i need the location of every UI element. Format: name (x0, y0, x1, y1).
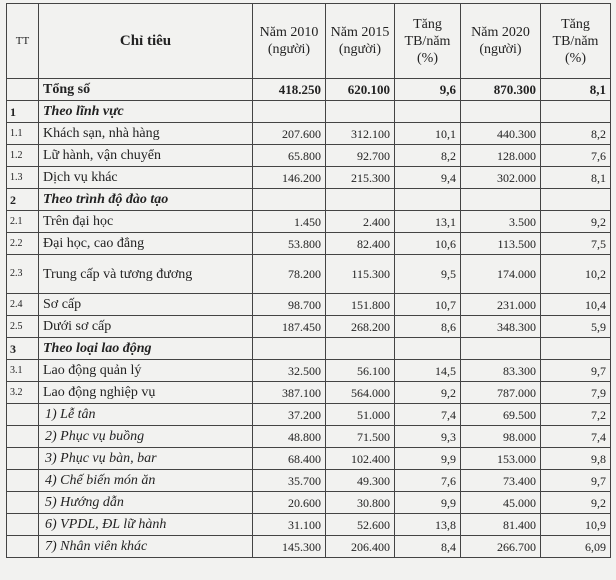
cell-growth-2: 10,4 (541, 294, 611, 316)
cell-value-2010: 20.600 (253, 492, 326, 514)
table-row (7, 426, 611, 448)
cell-value-2020: 231.000 (461, 294, 541, 316)
cell-value-2010: 53.800 (253, 233, 326, 255)
cell-value-2010: 31.100 (253, 514, 326, 536)
cell-tt: 3.1 (7, 360, 39, 382)
header-growth-2015-2020: Tăng TB/năm (%) (541, 4, 611, 79)
cell-value-2020: 3.500 (461, 211, 541, 233)
cell-value-2010 (253, 101, 326, 123)
cell-growth-1: 13,1 (395, 211, 461, 233)
cell-tt: 1 (7, 101, 39, 123)
cell-value-2010: 145.300 (253, 536, 326, 558)
cell-tt (7, 404, 39, 426)
cell-label: 1) Lễ tân (39, 404, 253, 426)
cell-label: Dưới sơ cấp (39, 316, 253, 338)
table-row (7, 382, 611, 404)
cell-growth-2 (541, 101, 611, 123)
header-growth-2010-2015: Tăng TB/năm (%) (395, 4, 461, 79)
cell-growth-1: 9,9 (395, 492, 461, 514)
total-row (7, 79, 611, 101)
cell-growth-2: 10,9 (541, 514, 611, 536)
cell-value-2015: 92.700 (326, 145, 395, 167)
cell-value-2010: 78.200 (253, 255, 326, 294)
table-row (7, 211, 611, 233)
cell-value-2010: 32.500 (253, 360, 326, 382)
cell-growth-1: 9,9 (395, 448, 461, 470)
cell-tt (7, 426, 39, 448)
header-year-2020: Năm 2020 (người) (461, 4, 541, 79)
cell-growth-2: 7,6 (541, 145, 611, 167)
cell-value-2020: 348.300 (461, 316, 541, 338)
cell-value-2020: 440.300 (461, 123, 541, 145)
cell-value-2020: 266.700 (461, 536, 541, 558)
header-chi-tieu: Chỉ tiêu (39, 4, 253, 79)
cell-growth-1: 9,4 (395, 167, 461, 189)
cell-value-2020 (461, 338, 541, 360)
cell-value-2015: 268.200 (326, 316, 395, 338)
cell-tt: 1.1 (7, 123, 39, 145)
cell-value-2010: 65.800 (253, 145, 326, 167)
cell-value-2015: 49.300 (326, 470, 395, 492)
cell-value-2020 (461, 189, 541, 211)
cell-value-2015: 52.600 (326, 514, 395, 536)
cell-label: Lao động nghiệp vụ (39, 382, 253, 404)
section-row (7, 338, 611, 360)
cell-label: Trung cấp và tương đương (39, 255, 253, 294)
cell-value-2010: 98.700 (253, 294, 326, 316)
cell-label: Dịch vụ khác (39, 167, 253, 189)
cell-growth-2: 8,1 (541, 167, 611, 189)
cell-growth-1 (395, 101, 461, 123)
cell-growth-1: 7,6 (395, 470, 461, 492)
cell-label: 3) Phục vụ bàn, bar (39, 448, 253, 470)
cell-growth-2: 9,8 (541, 448, 611, 470)
cell-value-2020: 302.000 (461, 167, 541, 189)
cell-value-2015: 30.800 (326, 492, 395, 514)
cell-tt (7, 514, 39, 536)
cell-growth-2: 5,9 (541, 316, 611, 338)
cell-value-2015: 56.100 (326, 360, 395, 382)
cell-label: 4) Chế biến món ăn (39, 470, 253, 492)
cell-tt: 2 (7, 189, 39, 211)
cell-tt: 2.5 (7, 316, 39, 338)
cell-value-2020: 81.400 (461, 514, 541, 536)
table-row (7, 448, 611, 470)
cell-growth-1: 10,1 (395, 123, 461, 145)
cell-growth-2: 9,7 (541, 470, 611, 492)
cell-tt: 2.2 (7, 233, 39, 255)
cell-value-2015: 51.000 (326, 404, 395, 426)
cell-tt (7, 79, 39, 101)
cell-growth-1: 8,6 (395, 316, 461, 338)
cell-value-2015 (326, 189, 395, 211)
cell-value-2020: 83.300 (461, 360, 541, 382)
cell-label: Trên đại học (39, 211, 253, 233)
cell-growth-1: 9,3 (395, 426, 461, 448)
cell-label: Theo lĩnh vực (39, 101, 253, 123)
cell-label: Lao động quản lý (39, 360, 253, 382)
table-row (7, 404, 611, 426)
cell-growth-1: 7,4 (395, 404, 461, 426)
cell-growth-2: 7,4 (541, 426, 611, 448)
cell-value-2020: 870.300 (461, 79, 541, 101)
table-body (7, 79, 611, 558)
cell-value-2010: 37.200 (253, 404, 326, 426)
cell-label: 6) VPDL, ĐL lữ hành (39, 514, 253, 536)
cell-growth-2: 7,5 (541, 233, 611, 255)
cell-value-2010: 387.100 (253, 382, 326, 404)
header-tt: TT (7, 4, 39, 79)
cell-value-2015: 564.000 (326, 382, 395, 404)
cell-value-2010: 35.700 (253, 470, 326, 492)
table-row (7, 316, 611, 338)
cell-tt: 1.2 (7, 145, 39, 167)
section-row (7, 101, 611, 123)
cell-value-2015: 312.100 (326, 123, 395, 145)
cell-value-2010: 48.800 (253, 426, 326, 448)
cell-growth-2: 9,2 (541, 211, 611, 233)
cell-growth-2: 10,2 (541, 255, 611, 294)
header-year-2015: Năm 2015 (người) (326, 4, 395, 79)
cell-growth-2: 6,09 (541, 536, 611, 558)
cell-value-2015: 151.800 (326, 294, 395, 316)
cell-growth-1: 9,5 (395, 255, 461, 294)
table-row (7, 492, 611, 514)
cell-growth-2: 7,9 (541, 382, 611, 404)
cell-growth-2 (541, 189, 611, 211)
cell-value-2015: 206.400 (326, 536, 395, 558)
cell-tt (7, 492, 39, 514)
cell-value-2015: 620.100 (326, 79, 395, 101)
cell-value-2015: 215.300 (326, 167, 395, 189)
cell-label: 2) Phục vụ buồng (39, 426, 253, 448)
cell-label: 7) Nhân viên khác (39, 536, 253, 558)
cell-growth-1: 8,4 (395, 536, 461, 558)
cell-growth-2: 9,7 (541, 360, 611, 382)
cell-label: Đại học, cao đẳng (39, 233, 253, 255)
cell-growth-1: 14,5 (395, 360, 461, 382)
cell-label: 5) Hướng dẫn (39, 492, 253, 514)
table-row (7, 123, 611, 145)
table-row (7, 360, 611, 382)
cell-label: Khách sạn, nhà hàng (39, 123, 253, 145)
cell-value-2015: 71.500 (326, 426, 395, 448)
cell-value-2020: 45.000 (461, 492, 541, 514)
cell-value-2015 (326, 101, 395, 123)
header-year-2010: Năm 2010 (người) (253, 4, 326, 79)
cell-label: Theo trình độ đào tạo (39, 189, 253, 211)
cell-value-2010: 68.400 (253, 448, 326, 470)
cell-value-2020: 69.500 (461, 404, 541, 426)
cell-growth-2: 8,1 (541, 79, 611, 101)
cell-value-2015: 115.300 (326, 255, 395, 294)
cell-label: Tổng số (39, 79, 253, 101)
labor-statistics-table (6, 3, 611, 558)
cell-growth-1: 13,8 (395, 514, 461, 536)
table-row (7, 167, 611, 189)
cell-label: Sơ cấp (39, 294, 253, 316)
cell-value-2020 (461, 101, 541, 123)
cell-growth-1 (395, 338, 461, 360)
cell-tt: 1.3 (7, 167, 39, 189)
cell-value-2010 (253, 338, 326, 360)
cell-label: Theo loại lao động (39, 338, 253, 360)
cell-value-2020: 153.000 (461, 448, 541, 470)
cell-value-2015: 102.400 (326, 448, 395, 470)
cell-value-2015: 2.400 (326, 211, 395, 233)
cell-value-2020: 128.000 (461, 145, 541, 167)
table-header-row (7, 4, 611, 79)
cell-value-2020: 787.000 (461, 382, 541, 404)
cell-tt: 3.2 (7, 382, 39, 404)
cell-value-2020: 113.500 (461, 233, 541, 255)
cell-value-2010: 187.450 (253, 316, 326, 338)
cell-value-2010: 207.600 (253, 123, 326, 145)
table-row (7, 470, 611, 492)
cell-growth-1: 9,6 (395, 79, 461, 101)
table-row (7, 294, 611, 316)
cell-value-2020: 73.400 (461, 470, 541, 492)
cell-growth-1: 8,2 (395, 145, 461, 167)
cell-value-2010: 146.200 (253, 167, 326, 189)
cell-value-2015 (326, 338, 395, 360)
cell-tt (7, 448, 39, 470)
table-row (7, 536, 611, 558)
cell-growth-2: 8,2 (541, 123, 611, 145)
table-row (7, 255, 611, 294)
cell-value-2010: 418.250 (253, 79, 326, 101)
table-row (7, 514, 611, 536)
cell-value-2015: 82.400 (326, 233, 395, 255)
cell-tt: 2.1 (7, 211, 39, 233)
cell-growth-2: 9,2 (541, 492, 611, 514)
cell-label: Lữ hành, vận chuyển (39, 145, 253, 167)
cell-tt (7, 536, 39, 558)
cell-growth-2: 7,2 (541, 404, 611, 426)
cell-value-2010 (253, 189, 326, 211)
cell-growth-1 (395, 189, 461, 211)
cell-growth-2 (541, 338, 611, 360)
cell-growth-1: 10,7 (395, 294, 461, 316)
cell-growth-1: 9,2 (395, 382, 461, 404)
section-row (7, 189, 611, 211)
cell-tt: 2.4 (7, 294, 39, 316)
cell-value-2020: 98.000 (461, 426, 541, 448)
cell-growth-1: 10,6 (395, 233, 461, 255)
cell-tt: 2.3 (7, 255, 39, 294)
cell-value-2010: 1.450 (253, 211, 326, 233)
cell-value-2020: 174.000 (461, 255, 541, 294)
cell-tt (7, 470, 39, 492)
cell-tt: 3 (7, 338, 39, 360)
table-row (7, 233, 611, 255)
table-row (7, 145, 611, 167)
